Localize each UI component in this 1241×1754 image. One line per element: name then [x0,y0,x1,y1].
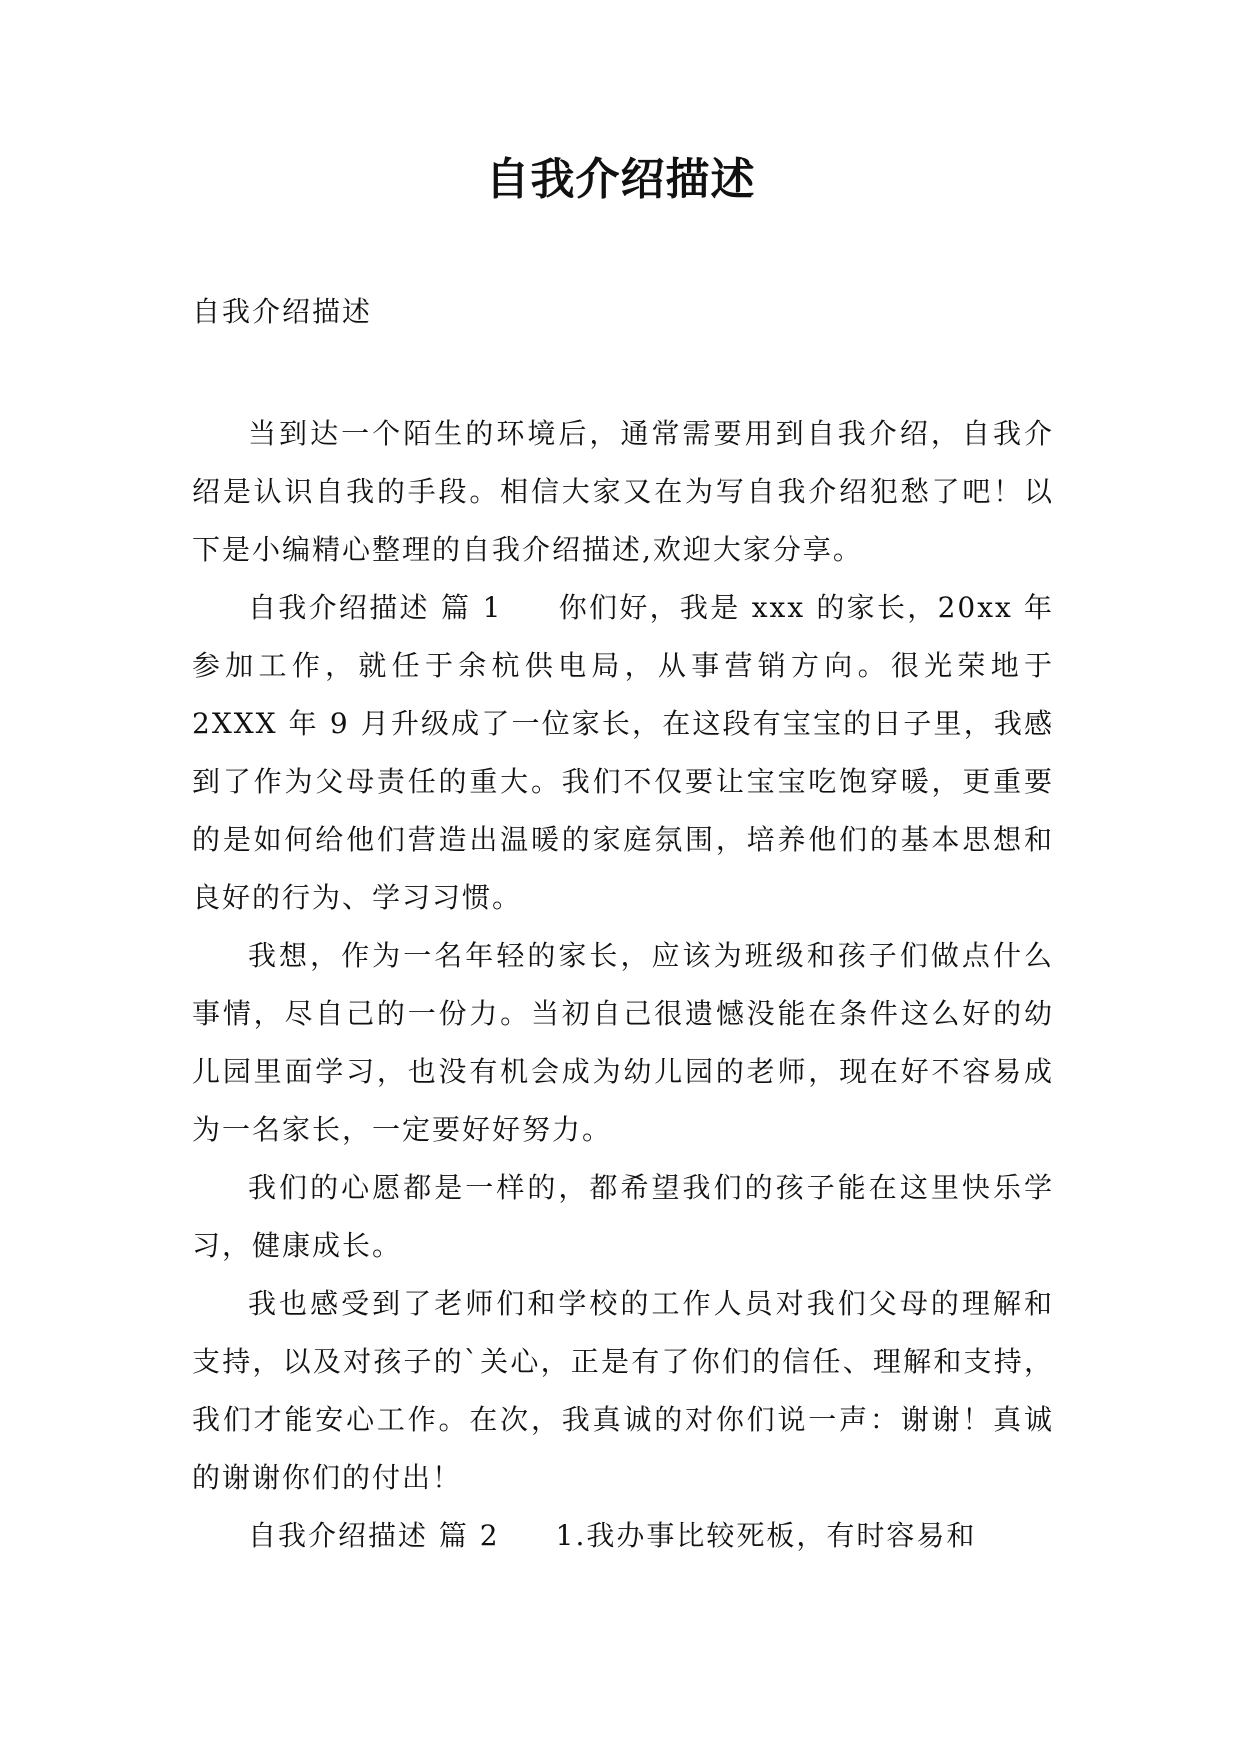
paragraph-text: 我们的心愿都是一样的，都希望我们的孩子能在这里快乐学习，健康成长。 [192,1171,1054,1262]
section-2-paragraph [192,1507,1054,1565]
paragraph-text: 我想，作为一名年轻的家长，应该为班级和孩子们做点什么事情，尽自己的一份力。当初自己很遗憾没能在条件这么好的幼儿园里面学习，也没有机会成为幼儿园的老师，现在好不容易成为一名家长，一定要好好努力。 [192,939,1054,1146]
intro-paragraph [192,405,1054,579]
paragraph-text: 你们好，我是 xxx 的家长，20xx 年参加工作，就任于余杭供电局，从事营销方向。很光荣地于 2XXX 年 9 月升级成了一位家长，在这段有宝宝的日子里，我感到了作为父母责任的重大。我们不仅要让宝宝吃饱穿暖，更重要的是如何给他们营造出温暖的家庭氛围，培养他们的基本思想和良好的行为、学习习惯。 [192,591,1054,914]
paragraph-text: 我也感受到了老师们和学校的工作人员对我们父母的理解和支持，以及对孩子的`关心，正是有了你们的信任、理解和支持，我们才能安心工作。在次，我真诚的对你们说一声：谢谢！真诚的谢谢你们的付出！ [192,1287,1054,1494]
section-heading: 自我介绍描述 篇 2 [248,1519,500,1552]
body-paragraph [192,1275,1054,1507]
section-heading: 自我介绍描述 篇 1 [248,591,503,624]
section-1-paragraph [192,579,1054,927]
paragraph-text: 当到达一个陌生的环境后，通常需要用到自我介绍，自我介绍是认识自我的手段。相信大家又在为写自我介绍犯愁了吧！以下是小编精心整理的自我介绍描述,欢迎大家分享。 [192,417,1054,566]
paragraph-text: 1.我办事比较死板，有时容易和 [555,1519,977,1552]
document-body [192,405,1054,1565]
document-subtitle: 自我介绍描述 [192,295,373,328]
body-paragraph [192,927,1054,1159]
document-title: 自我介绍描述 [485,154,756,205]
body-paragraph [192,1159,1054,1275]
